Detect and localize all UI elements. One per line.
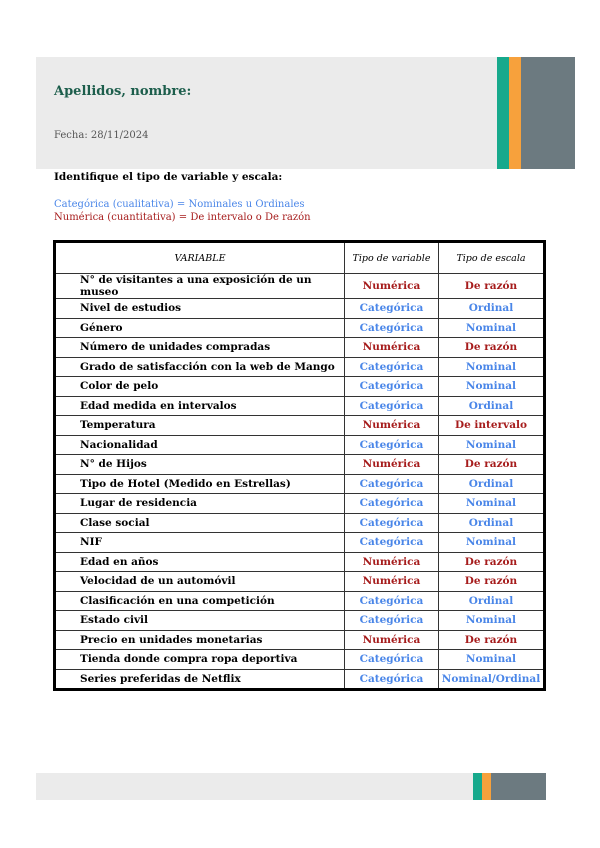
tipo-escala-cell: Nominal <box>439 318 545 338</box>
tipo-escala-cell: Nominal <box>439 494 545 514</box>
variables-table <box>53 240 546 691</box>
tipo-escala-cell: De intervalo <box>439 416 545 436</box>
tipo-variable-cell: Categórica <box>345 591 439 611</box>
variable-cell: Temperatura <box>55 416 345 436</box>
tipo-variable-cell: Categórica <box>345 357 439 377</box>
table-row <box>55 591 545 611</box>
table-row <box>55 318 545 338</box>
variable-cell: Edad en años <box>55 552 345 572</box>
tipo-variable-cell: Numérica <box>345 572 439 592</box>
tipo-variable-cell: Categórica <box>345 377 439 397</box>
header-stripe-teal <box>497 57 509 169</box>
variable-cell: Género <box>55 318 345 338</box>
tipo-escala-cell: Ordinal <box>439 513 545 533</box>
legend-categorica: Categórica (cualitativa) = Nominales u Ordinales <box>54 199 305 210</box>
tipo-variable-cell: Categórica <box>345 318 439 338</box>
footer-stripe-gray <box>491 773 546 800</box>
table-row <box>55 513 545 533</box>
table-row <box>55 435 545 455</box>
tipo-variable-cell: Categórica <box>345 494 439 514</box>
tipo-escala-cell: De razón <box>439 455 545 475</box>
variable-cell: Grado de satisfacción con la web de Mango <box>55 357 345 377</box>
instructions: Identifique el tipo de variable y escala: <box>54 171 283 183</box>
tipo-escala-cell: Nominal <box>439 611 545 631</box>
header-stripe-gray <box>521 57 575 169</box>
variable-cell: N° de Hijos <box>55 455 345 475</box>
table-row <box>55 572 545 592</box>
header-tipo-escala: Tipo de escala <box>439 242 545 274</box>
variable-cell: Edad medida en intervalos <box>55 396 345 416</box>
table-row <box>55 650 545 670</box>
tipo-variable-cell: Categórica <box>345 669 439 690</box>
table-row <box>55 299 545 319</box>
tipo-variable-cell: Numérica <box>345 416 439 436</box>
tipo-escala-cell: Nominal/Ordinal <box>439 669 545 690</box>
table-row <box>55 357 545 377</box>
variable-cell: Lugar de residencia <box>55 494 345 514</box>
variable-cell: Clase social <box>55 513 345 533</box>
tipo-escala-cell: Ordinal <box>439 299 545 319</box>
variable-cell: N° de visitantes a una exposición de un museo <box>55 274 345 299</box>
footer-stripe-orange <box>482 773 491 800</box>
tipo-variable-cell: Categórica <box>345 611 439 631</box>
table-row <box>55 396 545 416</box>
header-tipo-variable: Tipo de variable <box>345 242 439 274</box>
name-label: Apellidos, nombre: <box>54 84 192 99</box>
variable-cell: Tipo de Hotel (Medido en Estrellas) <box>55 474 345 494</box>
tipo-escala-cell: Nominal <box>439 533 545 553</box>
table-row <box>55 533 545 553</box>
tipo-variable-cell: Categórica <box>345 650 439 670</box>
variable-cell: Estado civil <box>55 611 345 631</box>
tipo-variable-cell: Categórica <box>345 435 439 455</box>
variable-cell: Nacionalidad <box>55 435 345 455</box>
tipo-variable-cell: Numérica <box>345 630 439 650</box>
table-row <box>55 274 545 299</box>
tipo-variable-cell: Numérica <box>345 274 439 299</box>
table-row <box>55 669 545 690</box>
tipo-escala-cell: Nominal <box>439 357 545 377</box>
tipo-variable-cell: Numérica <box>345 338 439 358</box>
tipo-escala-cell: Nominal <box>439 435 545 455</box>
variable-cell: Color de pelo <box>55 377 345 397</box>
tipo-variable-cell: Categórica <box>345 513 439 533</box>
footer-band <box>36 773 546 800</box>
variable-cell: Series preferidas de Netflix <box>55 669 345 690</box>
header-variable: VARIABLE <box>55 242 345 274</box>
tipo-escala-cell: De razón <box>439 338 545 358</box>
tipo-escala-cell: De razón <box>439 630 545 650</box>
tipo-escala-cell: De razón <box>439 552 545 572</box>
tipo-escala-cell: De razón <box>439 274 545 299</box>
tipo-variable-cell: Categórica <box>345 474 439 494</box>
tipo-escala-cell: Ordinal <box>439 474 545 494</box>
variable-cell: NIF <box>55 533 345 553</box>
tipo-variable-cell: Numérica <box>345 552 439 572</box>
footer-stripe-teal <box>473 773 482 800</box>
variable-cell: Clasificación en una competición <box>55 591 345 611</box>
variable-cell: Número de unidades compradas <box>55 338 345 358</box>
variable-cell: Velocidad de un automóvil <box>55 572 345 592</box>
table-row <box>55 630 545 650</box>
tipo-escala-cell: Nominal <box>439 377 545 397</box>
table-row <box>55 611 545 631</box>
date-label: Fecha: 28/11/2024 <box>54 130 149 141</box>
tipo-escala-cell: Ordinal <box>439 396 545 416</box>
table-row <box>55 416 545 436</box>
legend-numerica: Numérica (cuantitativa) = De intervalo o De razón <box>54 212 311 223</box>
variable-cell: Nivel de estudios <box>55 299 345 319</box>
header-band <box>36 57 575 169</box>
tipo-variable-cell: Numérica <box>345 455 439 475</box>
table-row <box>55 338 545 358</box>
tipo-variable-cell: Categórica <box>345 396 439 416</box>
table-row <box>55 552 545 572</box>
table-row <box>55 377 545 397</box>
tipo-variable-cell: Categórica <box>345 533 439 553</box>
table-row <box>55 474 545 494</box>
table-header-row <box>55 242 545 274</box>
variable-cell: Precio en unidades monetarias <box>55 630 345 650</box>
table-row <box>55 494 545 514</box>
variable-cell: Tienda donde compra ropa deportiva <box>55 650 345 670</box>
tipo-escala-cell: Nominal <box>439 650 545 670</box>
tipo-variable-cell: Categórica <box>345 299 439 319</box>
header-stripe-orange <box>509 57 521 169</box>
tipo-escala-cell: Ordinal <box>439 591 545 611</box>
tipo-escala-cell: De razón <box>439 572 545 592</box>
table-row <box>55 455 545 475</box>
